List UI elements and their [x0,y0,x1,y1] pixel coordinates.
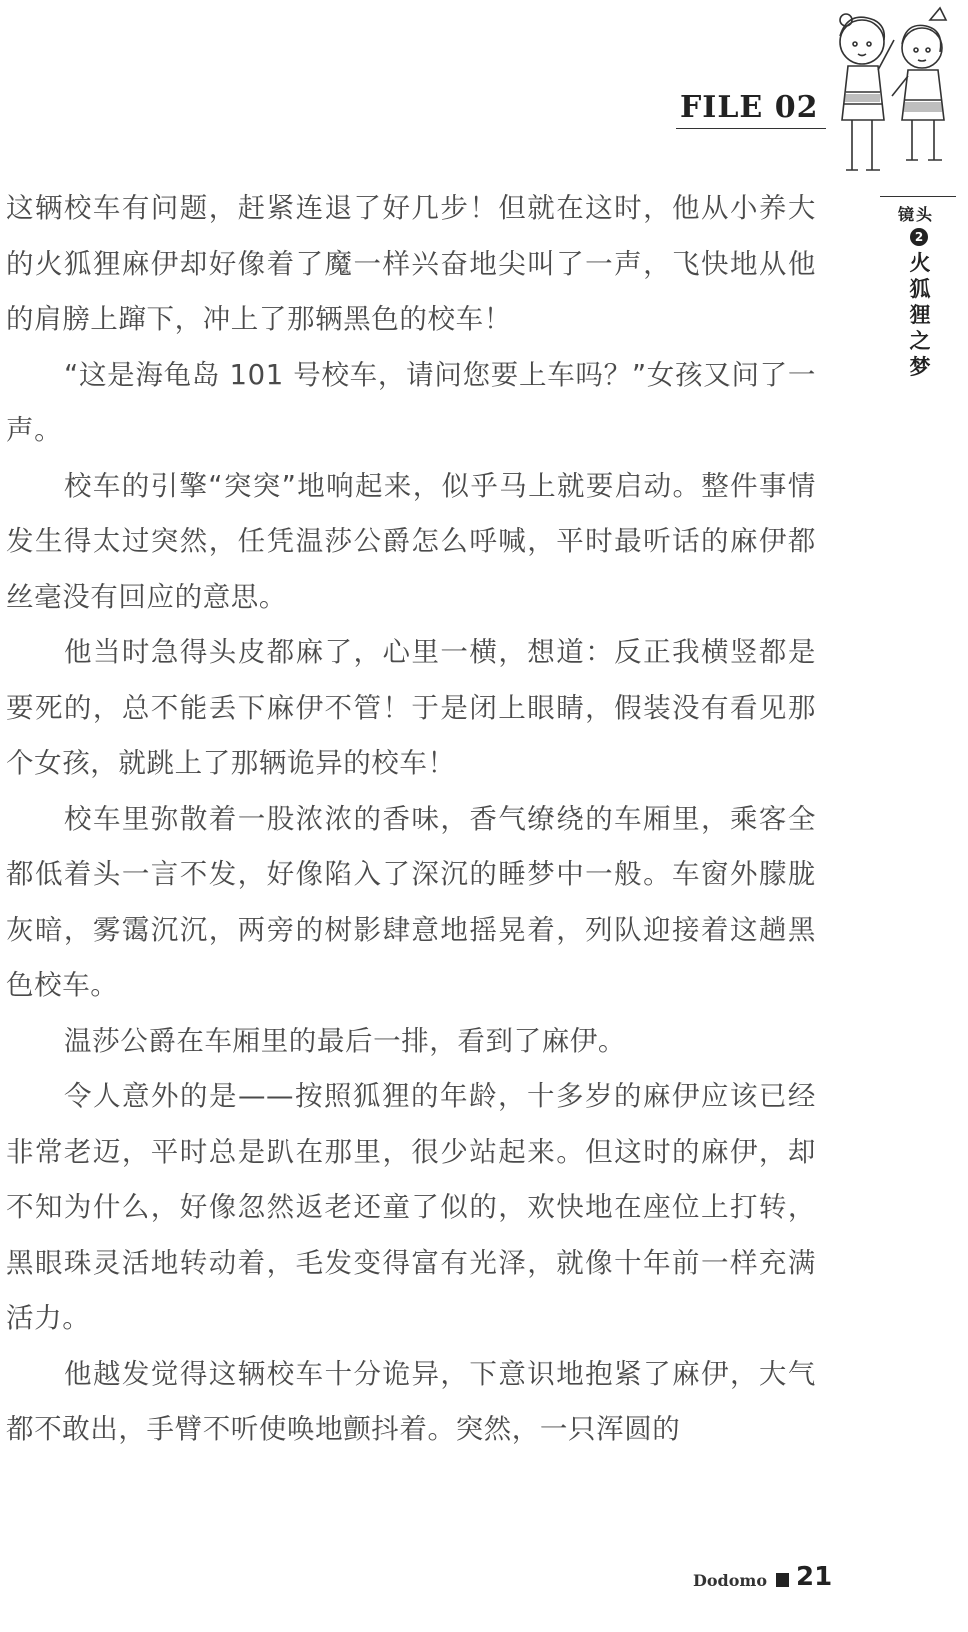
paragraph: 温莎公爵在车厢里的最后一排，看到了麻伊。 [64,1024,626,1057]
file-label: FILE 02 [680,90,819,125]
page-number: 21 [796,1562,833,1592]
footer-brand: Dodomo [693,1571,768,1590]
paragraph: “这是海龟岛 101 号校车，请问您要上车吗？”女孩又问了一声。 [6,358,816,446]
paragraph: 令人意外的是——按照狐狸的年龄，十多岁的麻伊应该已经非常老迈，平时总是趴在那里，很少站起来。但这时的麻伊，却不知为什么，好像忽然返老还童了似的，欢快地在座位上打转，黑眼珠灵活地转动着，毛发变得富有光泽，就像十年前一样充满活力。 [6,1080,816,1334]
paragraph: 校车里弥散着一股浓浓的香味，香气缭绕的车厢里，乘客全都低着头一言不发，好像陷入了深沉的睡梦中一般。车窗外朦胧灰暗，雾霭沉沉，两旁的树影肆意地摇晃着，列队迎接着这趟黑色校车。 [6,802,816,1001]
lens-number-badge: 2 [910,228,928,246]
body-text [6,181,816,1458]
header-rule [676,128,826,129]
side-tab-rule [880,196,956,197]
lens-label: 镜头 [898,205,935,224]
children-illustration [822,0,968,190]
paragraph: 他越发觉得这辆校车十分诡异，下意识地抱紧了麻伊，大气都不敢出，手臂不听使唤地颤抖着。突然，一只浑圆的 [6,1357,816,1445]
paragraph: 校车的引擎“突突”地响起来，似乎马上就要启动。整件事情发生得太过突然，任凭温莎公爵怎么呼喊，平时最听话的麻伊都丝毫没有回应的意思。 [6,469,816,613]
footer-brand-mark [776,1573,789,1587]
paragraph: 他当时急得头皮都麻了，心里一横，想道：反正我横竖都是要死的，总不能丢下麻伊不管！于是闭上眼睛，假装没有看见那个女孩，就跳上了那辆诡异的校车！ [6,636,816,779]
chapter-title: 火狐狸之梦 [909,250,931,379]
paragraph: 这辆校车有问题，赶紧连退了好几步！但就在这时，他从小养大的火狐狸麻伊却好像着了魔一样兴奋地尖叫了一声，飞快地从他的肩膀上蹿下，冲上了那辆黑色的校车！ [6,192,816,335]
